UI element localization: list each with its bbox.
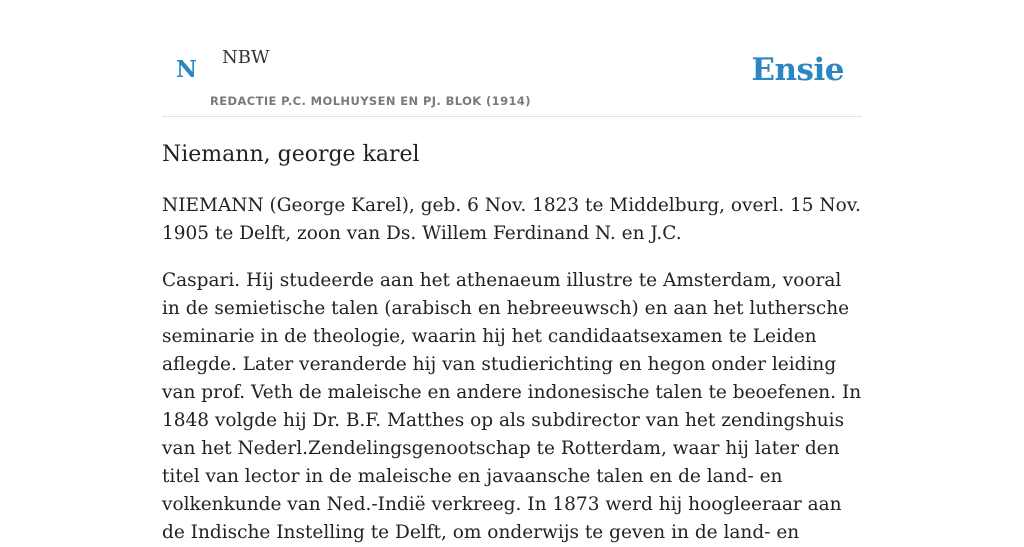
article	[162, 138, 862, 547]
article-title: Niemann, george karel	[162, 142, 420, 167]
book-name-link[interactable]: NBW	[222, 47, 270, 68]
ensie-logo[interactable]: Ensie	[751, 52, 844, 88]
page-header	[162, 0, 862, 117]
article-paragraph: NIEMANN (George Karel), geb. 6 Nov. 1823 te Middelburg, overl. 15 Nov. 1905 te Delft, zoon van Ds. Willem Ferdinand N. en J.C.	[162, 195, 861, 244]
article-paragraph: Caspari. Hij studeerde aan het athenaeum illustre te Amsterdam, vooral in de semietische talen (arabisch en hebreeuwsch) en aan het luthersche seminarie in de theologie, waarin hij het candidaatsexamen te Leiden aflegde. Later veranderde hij van studierichting en hegon onder leiding van prof. Veth de maleische en andere indonesische talen te beoefenen. In 1848 volgde hij Dr. B.F. Matthes op als subdirector van het zendingshuis van het Nederl.Zendelingsgenootschap te Rotterdam, waar hij later den titel van lector in de maleische en javaansche talen en de land- en volkenkunde van Ned.-Indië verkreeg. In 1873 werd hij hoogleeraar aan de Indische Instelling te Delft, om onderwijs te geven in de land- en	[162, 270, 862, 543]
editors-subtitle: REDACTIE P.C. MOLHUYSEN EN PJ. BLOK (1914)	[210, 94, 531, 108]
book-letter[interactable]: N	[176, 56, 198, 83]
